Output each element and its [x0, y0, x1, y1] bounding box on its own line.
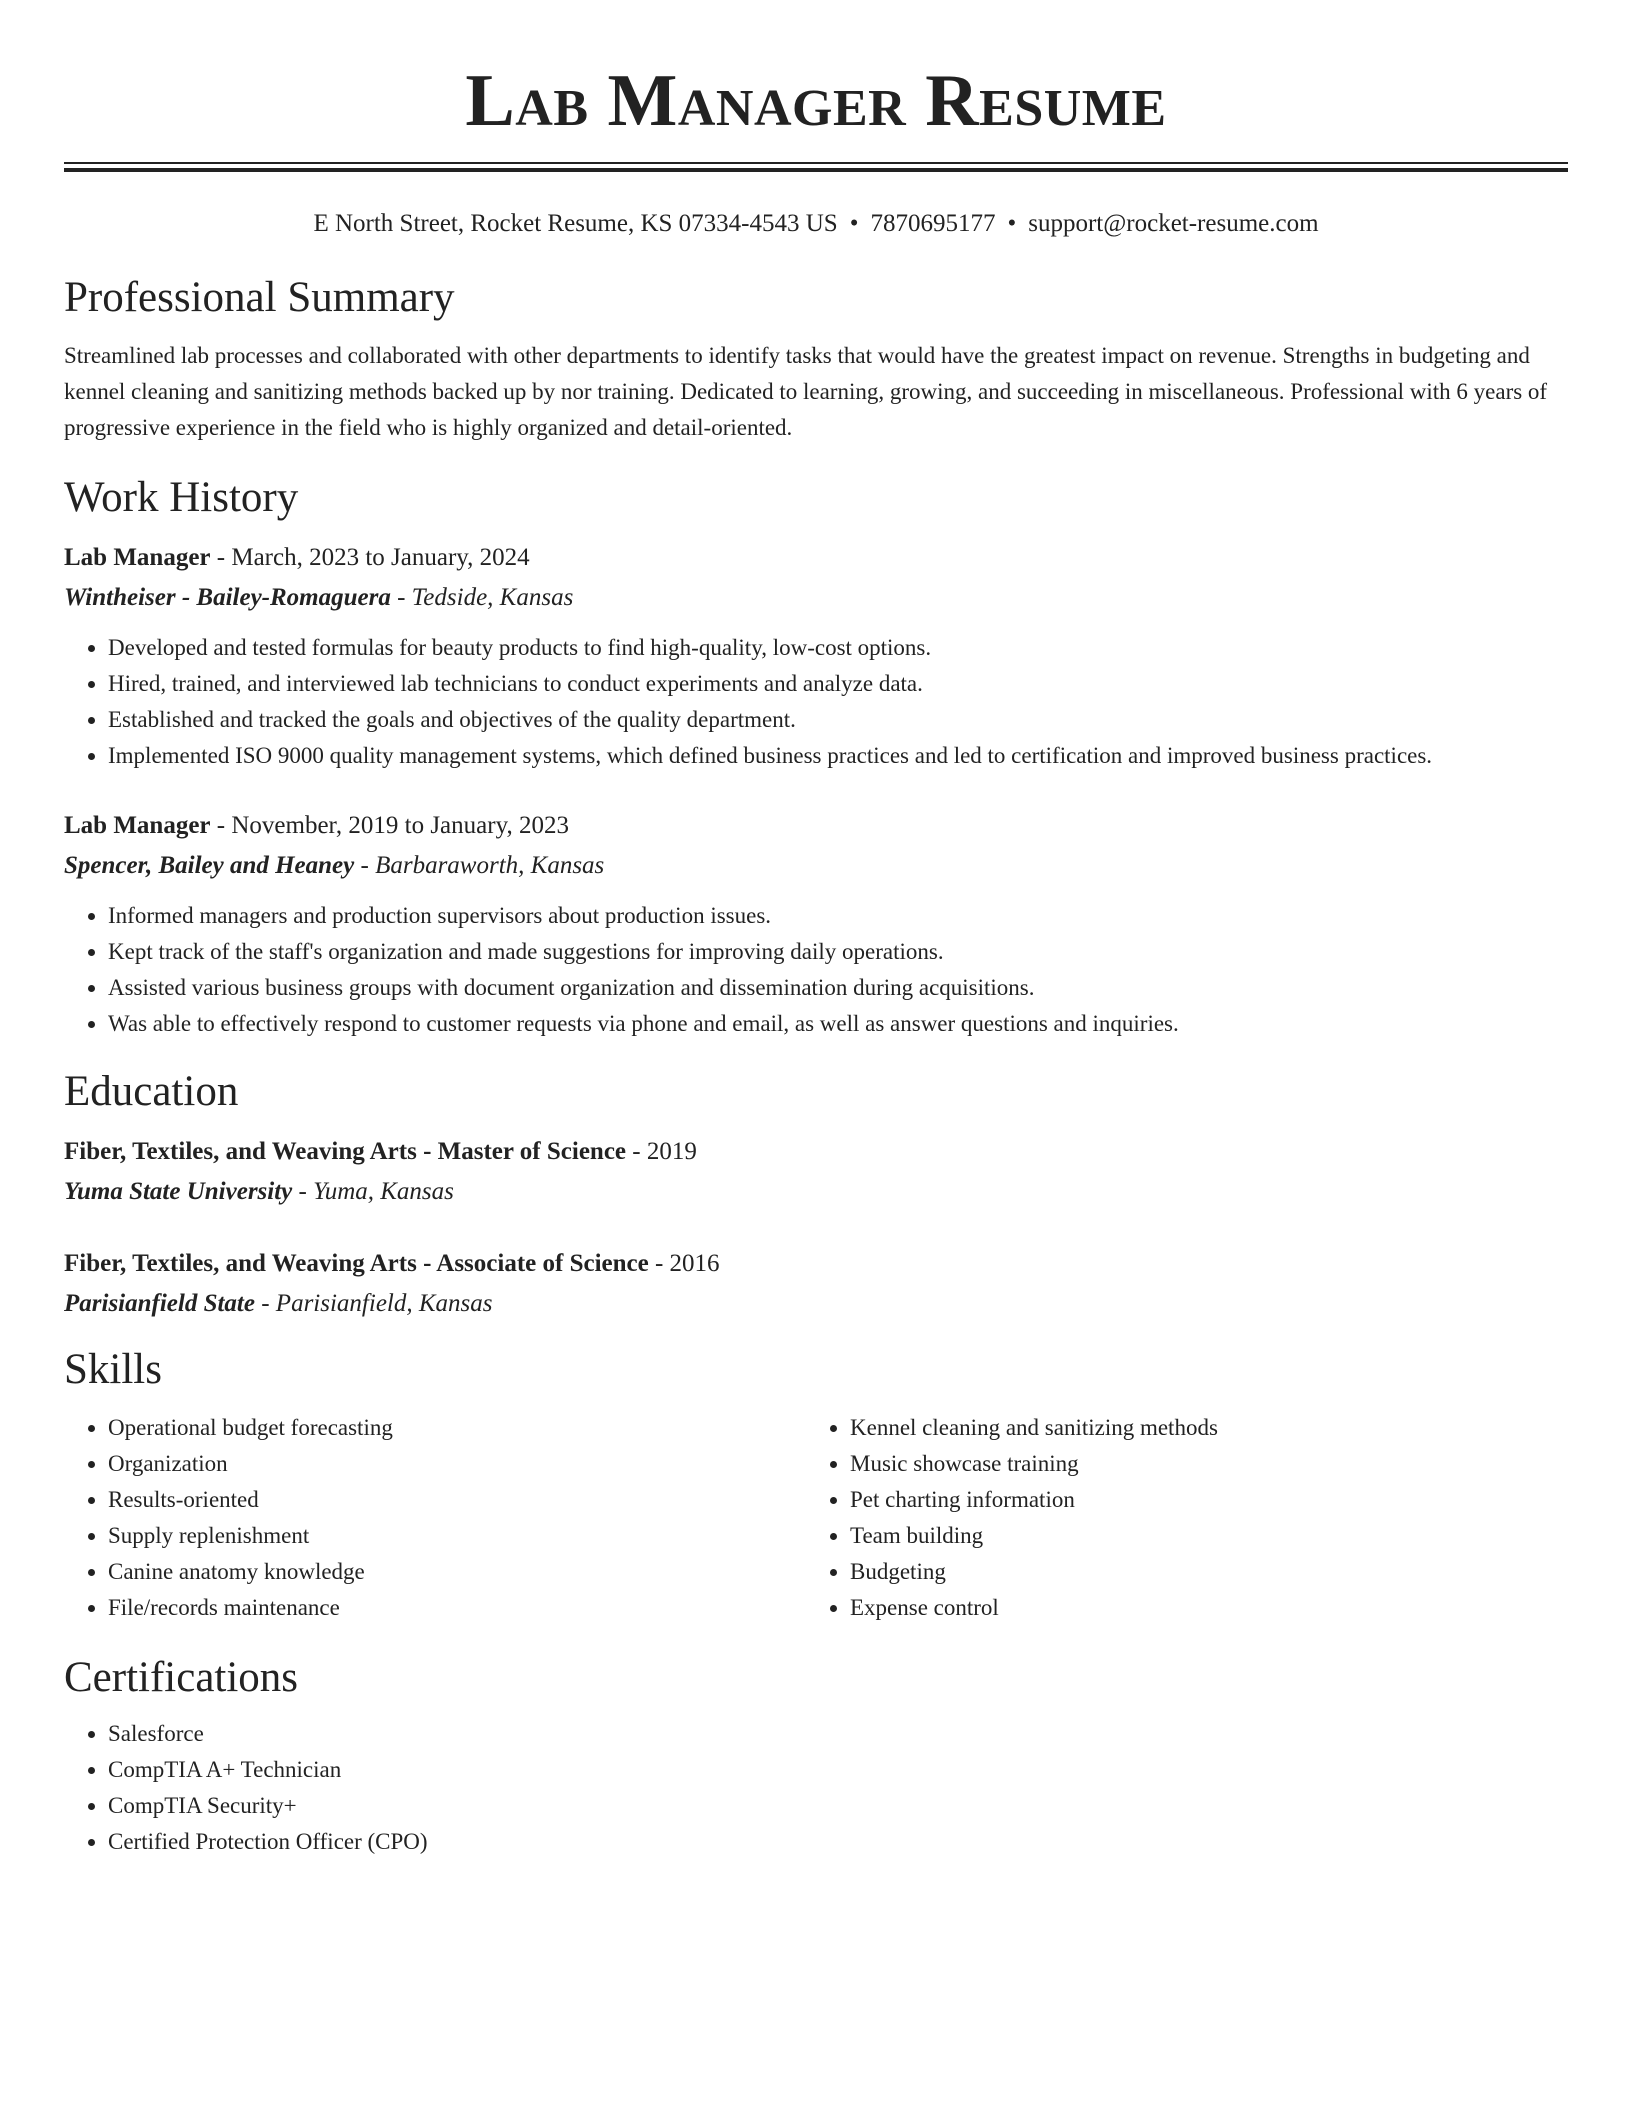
contact-address: E North Street, Rocket Resume, KS 07334-4543 US [313, 210, 838, 237]
school-name: Yuma State University [64, 1178, 293, 1205]
list-item: • Salesforce [108, 1716, 1568, 1752]
school-name: Parisianfield State [64, 1290, 255, 1317]
list-item: • Organization [108, 1446, 806, 1482]
job-title-line [64, 538, 1568, 578]
summary-text: Streamlined lab processes and collaborated with other departments to identify tasks that would have the greatest impact on revenue. Strengths in budgeting and kennel cleaning and sanitizing methods backed up by nor training. Dedicated to learning, growing, and succeeding in miscellaneous. Professional with 6 years of progressive experience in the field who is highly organized and detail-oriented. [64, 343, 1548, 440]
list-item: • Was able to effectively respond to customer requests via phone and email, as well as answer questions and inquiries. [108, 1006, 1568, 1042]
list-item: • File/records maintenance [108, 1590, 806, 1626]
certifications-section [64, 1652, 1568, 1860]
job-entry [64, 806, 1568, 1042]
work-history-heading: Work History [64, 474, 299, 521]
list-item: • CompTIA Security+ [108, 1788, 1568, 1824]
list-item: • Canine anatomy knowledge [108, 1554, 806, 1590]
list-item: • Developed and tested formulas for beauty products to find high-quality, low-cost options. [108, 630, 1568, 666]
degree-line [64, 1244, 1568, 1284]
job-title-line [64, 806, 1568, 846]
list-item: • Music showcase training [850, 1446, 1548, 1482]
list-item: • Assisted various business groups with document organization and dissemination during acquisitions. [108, 970, 1568, 1006]
contact-email: support@rocket-resume.com [1028, 210, 1319, 237]
education-entry [64, 1132, 1568, 1212]
summary-section [64, 272, 1568, 446]
summary-heading: Professional Summary [64, 274, 455, 321]
list-item: • Expense control [850, 1590, 1548, 1626]
job-entry [64, 538, 1568, 774]
contact-separator: • [849, 210, 859, 237]
education-heading: Education [64, 1068, 239, 1115]
school-line [64, 1172, 1568, 1212]
contact-phone: 7870695177 [870, 210, 996, 237]
job-company-line [64, 846, 1568, 886]
job-title: Lab Manager [64, 812, 211, 839]
list-item: • Hired, trained, and interviewed lab technicians to conduct experiments and analyze data. [108, 666, 1568, 702]
degree-year: - 2016 [648, 1250, 720, 1277]
list-item: • Operational budget forecasting [108, 1410, 806, 1446]
school-location: - Yuma, Kansas [292, 1178, 454, 1205]
contact-separator: • [1007, 210, 1017, 237]
list-item: • Kept track of the staff's organization and made suggestions for improving daily operations. [108, 934, 1568, 970]
list-item: • Budgeting [850, 1554, 1548, 1590]
degree-line [64, 1132, 1568, 1172]
list-item: • Team building [850, 1518, 1548, 1554]
skills-list-right [806, 1410, 1548, 1626]
job-company: Wintheiser - Bailey-Romaguera [64, 584, 391, 611]
degree-name: Fiber, Textiles, and Weaving Arts - Associate of Science [64, 1250, 649, 1277]
job-company: Spencer, Bailey and Heaney [64, 852, 355, 879]
title-divider [64, 162, 1568, 172]
degree-year: - 2019 [626, 1138, 697, 1165]
work-history-section [64, 472, 1568, 1042]
list-item: • Kennel cleaning and sanitizing methods [850, 1410, 1548, 1446]
job-company-line [64, 578, 1568, 618]
school-location: - Parisianfield, Kansas [254, 1290, 493, 1317]
list-item: • Pet charting information [850, 1482, 1548, 1518]
skills-grid [64, 1410, 1568, 1626]
skills-heading: Skills [64, 1346, 162, 1393]
skills-section [64, 1344, 1568, 1626]
list-item: • Implemented ISO 9000 quality management systems, which defined business practices and led to certification and improved business practices. [108, 738, 1568, 774]
list-item: • Established and tracked the goals and objectives of the quality department. [108, 702, 1568, 738]
skills-list-left [64, 1410, 806, 1626]
job-duties-list [64, 898, 1568, 1042]
education-section [64, 1066, 1568, 1324]
list-item: • Certified Protection Officer (CPO) [108, 1824, 1568, 1860]
school-line [64, 1284, 1568, 1324]
contact-line [64, 208, 1568, 240]
list-item: • Informed managers and production supervisors about production issues. [108, 898, 1568, 934]
job-title: Lab Manager [64, 544, 211, 571]
degree-name: Fiber, Textiles, and Weaving Arts - Master of Science [64, 1138, 627, 1165]
job-location: - Tedside, Kansas [390, 584, 574, 611]
certifications-heading: Certifications [64, 1654, 299, 1701]
job-location: - Barbaraworth, Kansas [354, 852, 605, 879]
job-dates: - March, 2023 to January, 2024 [210, 544, 530, 571]
resume-title: Lab Manager Resume [465, 60, 1167, 142]
list-item: • CompTIA A+ Technician [108, 1752, 1568, 1788]
job-duties-list [64, 630, 1568, 774]
list-item: • Results-oriented [108, 1482, 806, 1518]
education-entry [64, 1244, 1568, 1324]
certifications-list [64, 1716, 1568, 1860]
list-item: • Supply replenishment [108, 1518, 806, 1554]
job-dates: - November, 2019 to January, 2023 [210, 812, 569, 839]
